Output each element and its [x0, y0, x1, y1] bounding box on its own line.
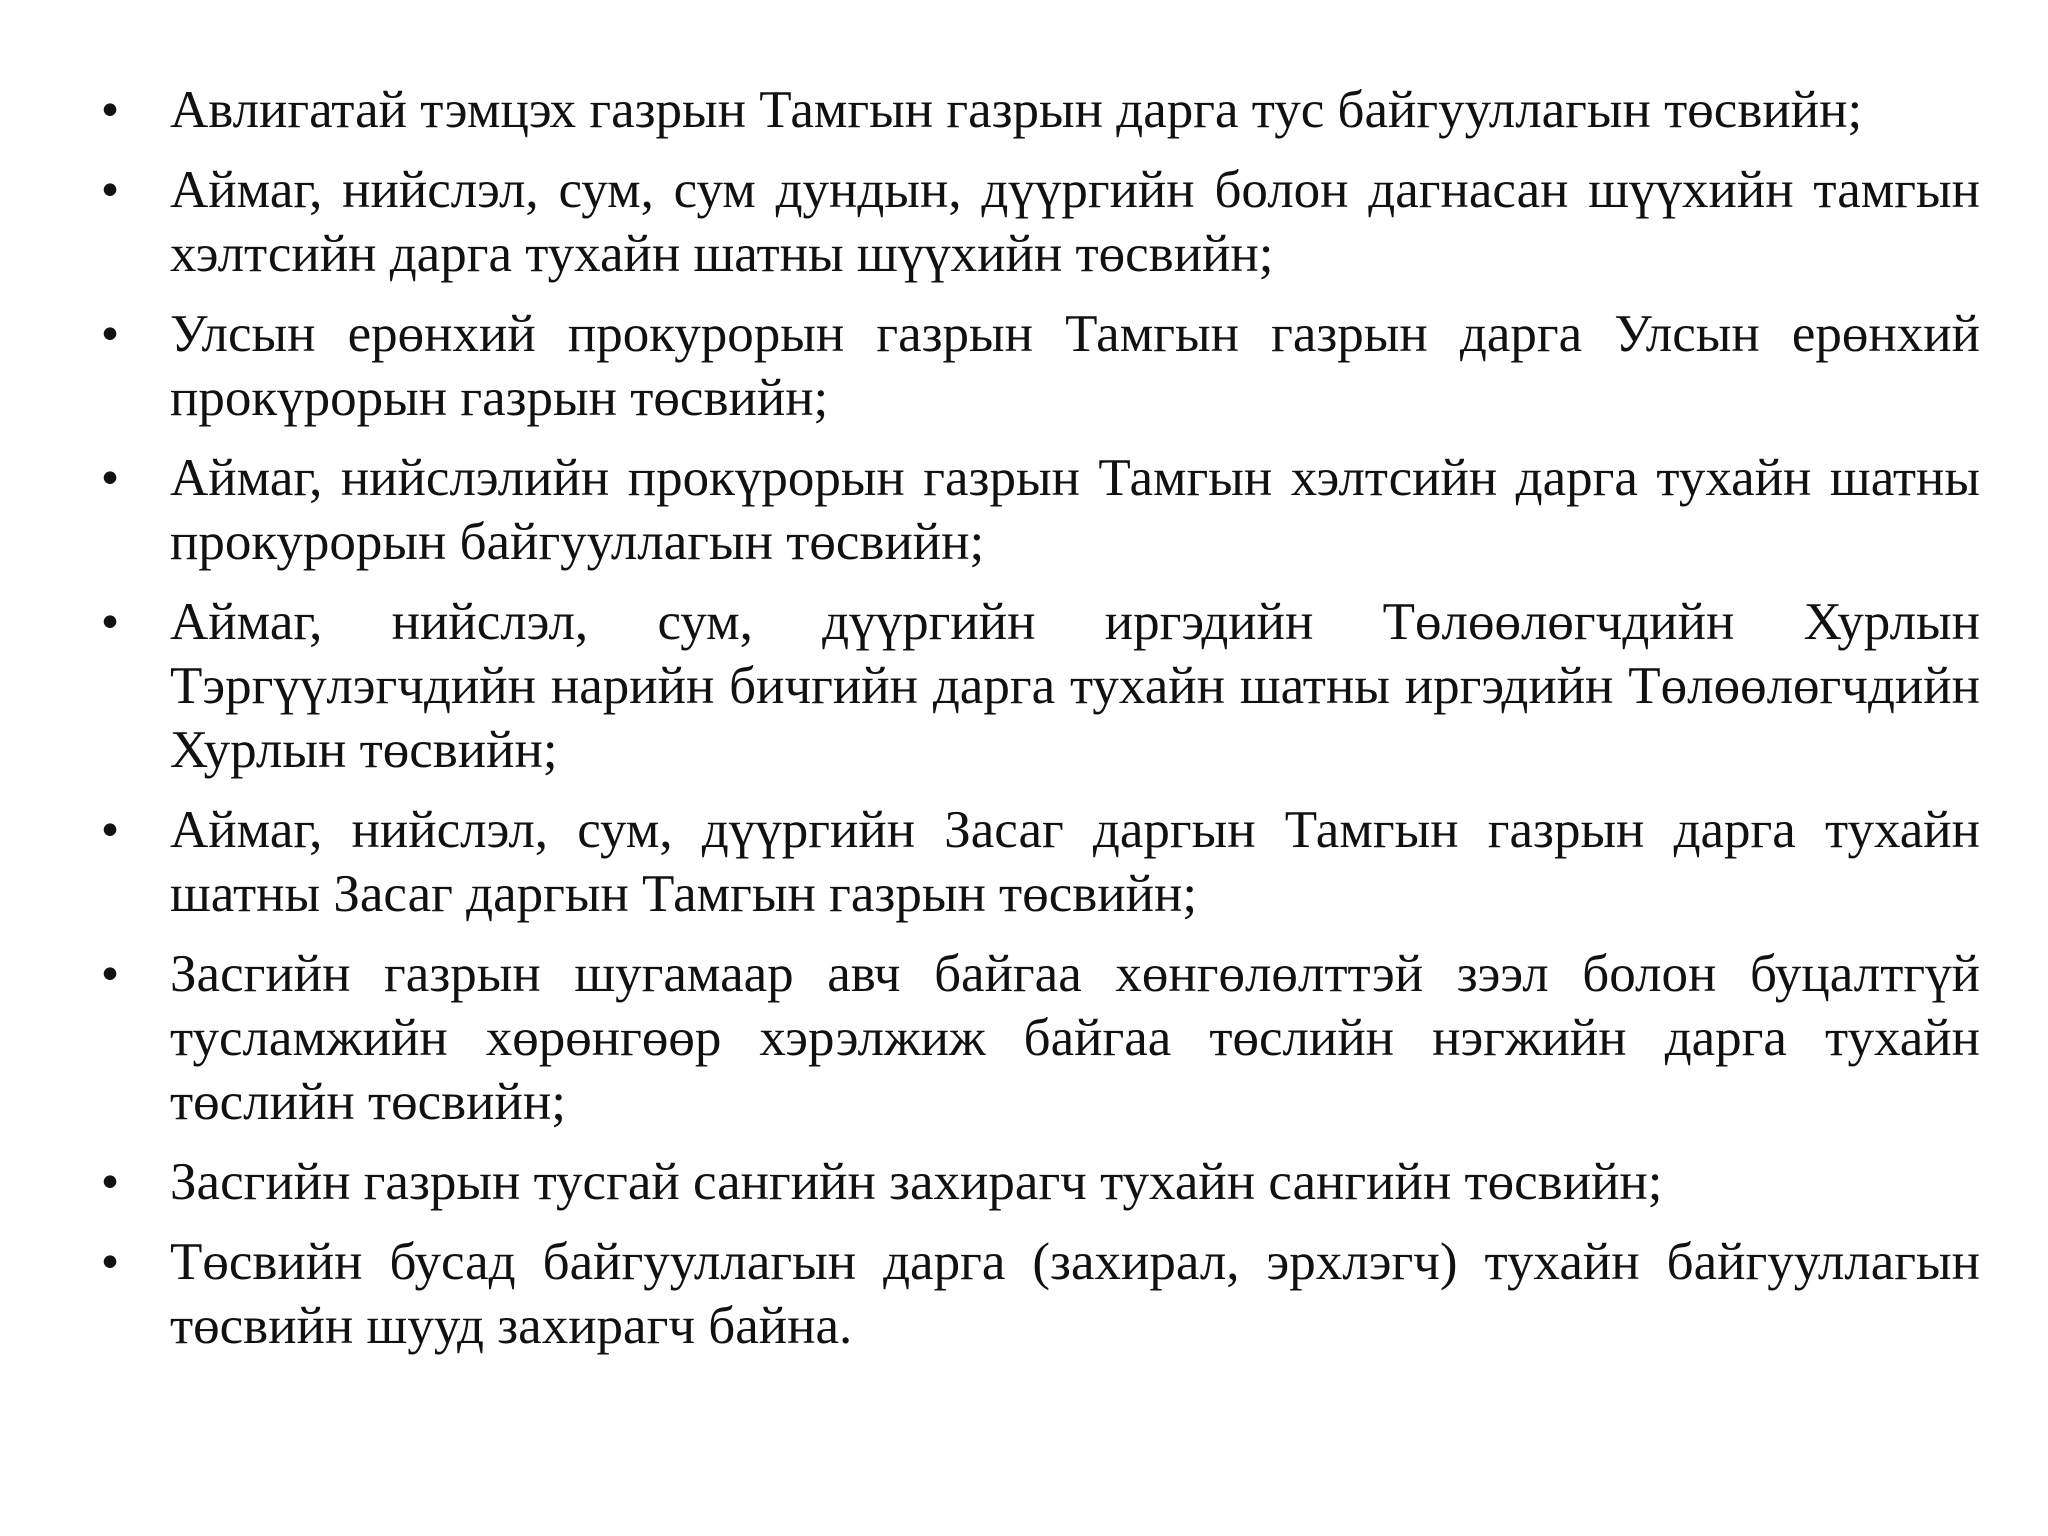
- bullet-icon: •: [100, 1153, 120, 1211]
- list-item: [90, 78, 1980, 142]
- bullet-icon: •: [100, 161, 120, 219]
- bullet-icon: •: [100, 945, 120, 1003]
- list-item-text: Засгийн газрын тусгай сангийн захирагч тухайн сангийн төсвийн;: [170, 1153, 1663, 1211]
- bullet-icon: •: [100, 449, 120, 507]
- list-item: [90, 942, 1980, 1134]
- list-item-text: Аймаг, нийслэлийн прокүрорын газрын Тамгын хэлтсийн дарга тухайн шатны прокурорын байгууллагын төсвийн;: [170, 449, 1980, 571]
- list-item: [90, 590, 1980, 782]
- list-item: [90, 1150, 1980, 1214]
- list-item-text: Засгийн газрын шугамаар авч байгаа хөнгөлөлттэй зээл болон буцалтгүй тусламжийн хөрөнгөөр хэрэлжиж байгаа төслийн нэгжийн дарга тухайн төслийн төсвийн;: [170, 945, 1980, 1131]
- bullet-icon: •: [100, 305, 120, 363]
- list-item: [90, 302, 1980, 430]
- bullet-icon: •: [100, 1233, 120, 1291]
- list-item: [90, 446, 1980, 574]
- list-item: [90, 798, 1980, 926]
- list-item: [90, 158, 1980, 286]
- bullet-icon: •: [100, 81, 120, 139]
- list-item: [90, 1230, 1980, 1358]
- list-item-text: Улсын ерөнхий прокурорын газрын Тамгын газрын дарга Улсын ерөнхий прокүрорын газрын төсвийн;: [170, 305, 1980, 427]
- bullet-icon: •: [100, 801, 120, 859]
- bullet-icon: •: [100, 593, 120, 651]
- list-item-text: Авлигатай тэмцэх газрын Тамгын газрын дарга тус байгууллагын төсвийн;: [170, 81, 1863, 139]
- list-item-text: Аймаг, нийслэл, сум, дүүргийн иргэдийн Төлөөлөгчдийн Хурлын Тэргүүлэгчдийн нарийн бичгийн дарга тухайн шатны иргэдийн Төлөөлөгчдийн Хурлын төсвийн;: [170, 593, 1980, 779]
- bullet-list: [90, 78, 1980, 1374]
- list-item-text: Аймаг, нийслэл, сум, дүүргийн Засаг даргын Тамгын газрын дарга тухайн шатны Засаг даргын Тамгын газрын төсвийн;: [170, 801, 1980, 923]
- list-item-text: Аймаг, нийслэл, сум, сум дундын, дүүргийн болон дагнасан шүүхийн тамгын хэлтсийн дарга тухайн шатны шүүхийн төсвийн;: [170, 161, 1980, 283]
- list-item-text: Төсвийн бусад байгууллагын дарга (захирал, эрхлэгч) тухайн байгууллагын төсвийн шууд захирагч байна.: [170, 1233, 1980, 1355]
